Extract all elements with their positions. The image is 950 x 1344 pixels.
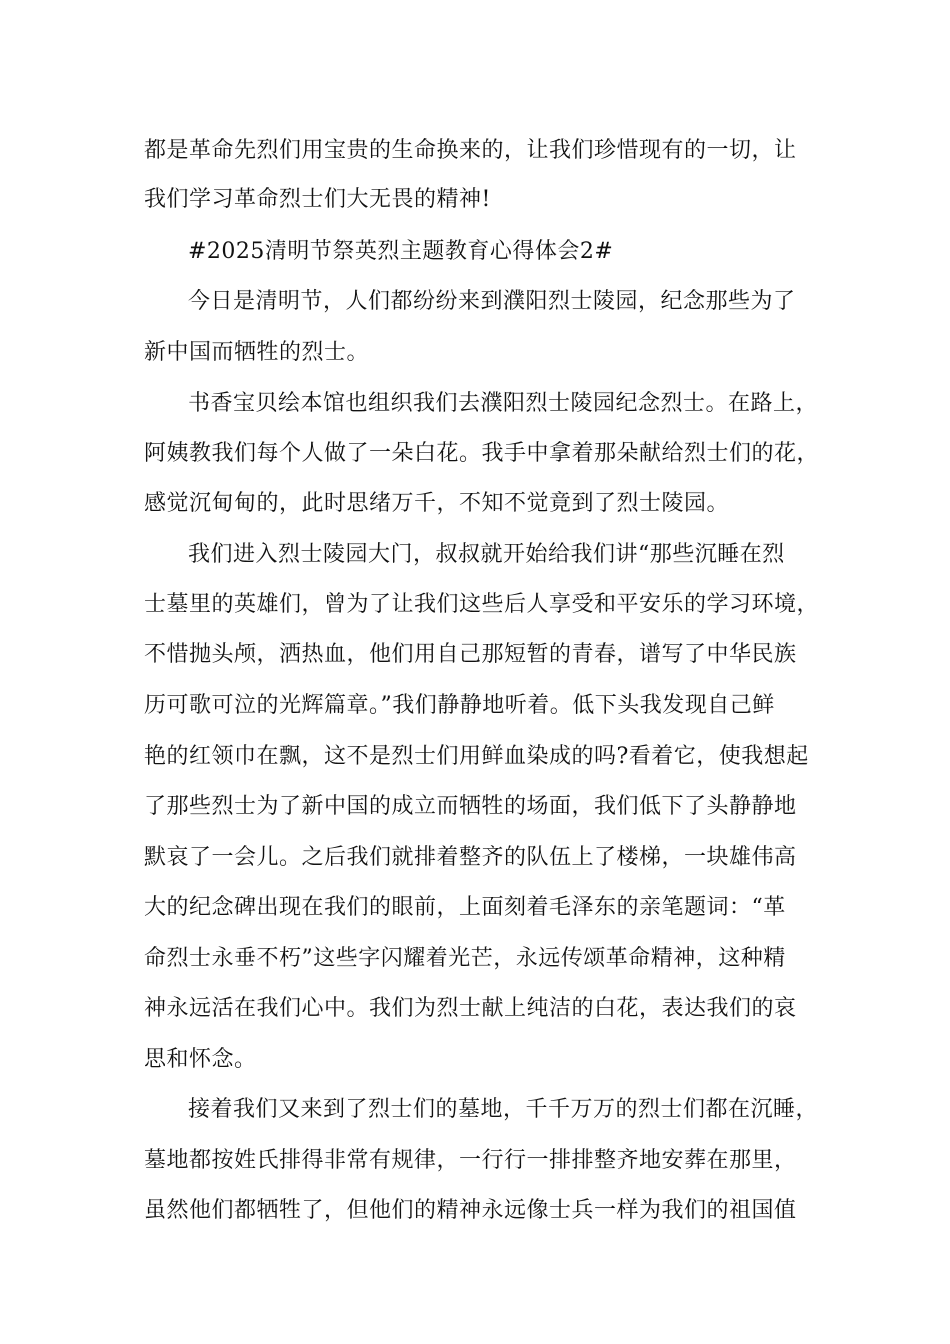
- text-line: 默哀了一会儿。之后我们就排着整齐的队伍上了楼梯，一块雄伟高: [144, 845, 797, 870]
- text-line: 阿姨教我们每个人做了一朵白花。我手中拿着那朵献给烈士们的花，: [144, 441, 820, 466]
- text-line: 今日是清明节，人们都纷纷来到濮阳烈士陵园，纪念那些为了: [188, 289, 796, 314]
- text-line: 艳的红领巾在飘，这不是烈士们用鲜血染成的吗?看着它，使我想起: [144, 744, 809, 769]
- text-line: 历可歌可泣的光辉篇章。”我们静静地听着。低下头我发现自己鲜: [144, 693, 775, 718]
- text-line: 新中国而牺牲的烈士。: [144, 340, 370, 365]
- text-line: 感觉沉甸甸的，此时思绪万千，不知不觉竟到了烈士陵园。: [144, 491, 730, 516]
- text-line: 思和怀念。: [144, 1047, 257, 1072]
- text-line: 墓地都按姓氏排得非常有规律，一行行一排排整齐地安葬在那里，: [144, 1148, 797, 1173]
- text-line: 士墓里的英雄们，曾为了让我们这些后人享受和平安乐的学习环境，: [144, 592, 820, 617]
- text-line: 接着我们又来到了烈士们的墓地，千千万万的烈士们都在沉睡，: [188, 1097, 819, 1122]
- text-line: 命烈士永垂不朽”这些字闪耀着光芒，永远传颂革命精神，这种精: [144, 946, 786, 971]
- section-heading: #2025清明节祭英烈主题教育心得体会2#: [188, 239, 614, 264]
- text-line: 我们学习革命烈士们大无畏的精神!: [144, 187, 491, 212]
- text-line: 大的纪念碑出现在我们的眼前，上面刻着毛泽东的亲笔题词：“革: [144, 895, 786, 920]
- text-line: 书香宝贝绘本馆也组织我们去濮阳烈士陵园纪念烈士。在路上，: [188, 391, 819, 416]
- text-line: 我们进入烈士陵园大门，叔叔就开始给我们讲“那些沉睡在烈: [188, 542, 785, 567]
- text-line: 都是革命先烈们用宝贵的生命换来的，让我们珍惜现有的一切，让: [144, 138, 797, 163]
- text-line: 了那些烈士为了新中国的成立而牺牲的场面，我们低下了头静静地: [144, 794, 797, 819]
- text-line: 虽然他们都牺牲了，但他们的精神永远像士兵一样为我们的祖国值: [144, 1198, 797, 1223]
- text-line: 神永远活在我们心中。我们为烈士献上纯洁的白花，表达我们的哀: [144, 996, 797, 1021]
- text-line: 不惜抛头颅，洒热血，他们用自己那短暂的青春，谱写了中华民族: [144, 642, 797, 667]
